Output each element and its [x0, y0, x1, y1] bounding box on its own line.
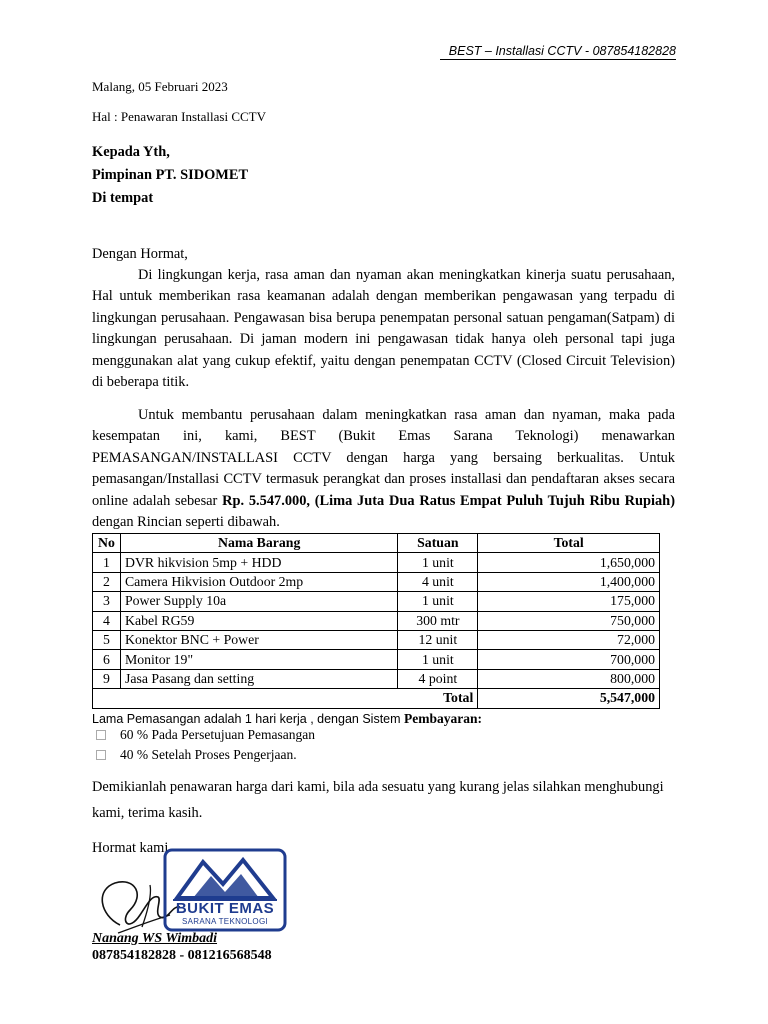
row-unit: 1 unit [398, 592, 478, 611]
row-total: 800,000 [478, 669, 660, 688]
col-total-header: Total [478, 534, 660, 553]
sign-off: Hormat kami [92, 840, 169, 856]
col-no-header: No [93, 534, 121, 553]
recipient-line-1: Kepada Yth, [92, 144, 170, 160]
table-total-row [93, 689, 660, 708]
row-no: 2 [93, 572, 121, 591]
col-item-header: Nama Barang [120, 534, 397, 553]
table-header-row [93, 534, 660, 553]
row-item: Monitor 19" [120, 650, 397, 669]
row-no: 4 [93, 611, 121, 630]
row-no: 3 [93, 592, 121, 611]
row-total: 175,000 [478, 592, 660, 611]
table-row [93, 650, 660, 669]
row-unit: 4 unit [398, 572, 478, 591]
table-row [93, 630, 660, 649]
row-item: Kabel RG59 [120, 611, 397, 630]
price-table [92, 533, 660, 709]
subject-line: Hal : Penawaran Installasi CCTV [92, 109, 267, 124]
bullet-box-icon [96, 730, 106, 740]
payment-terms-bold: Pembayaran: [404, 711, 483, 726]
total-label: Total [93, 689, 478, 708]
row-no: 1 [93, 553, 121, 572]
row-item: DVR hikvision 5mp + HDD [120, 553, 397, 572]
stamp-subtitle: SARANA TEKNOLOGI [181, 917, 268, 926]
row-unit: 300 mtr [398, 611, 478, 630]
signatory-phone: 087854182828 - 081216568548 [92, 948, 272, 963]
paragraph-intro [92, 265, 675, 393]
stamp-name: BUKIT EMAS [175, 900, 275, 917]
row-unit: 12 unit [398, 630, 478, 649]
row-item: Jasa Pasang dan setting [120, 669, 397, 688]
payment-term-1 [96, 727, 315, 743]
payment-term-2 [96, 747, 297, 763]
paragraph-intro-text: Di lingkungan kerja, rasa aman dan nyaman akan meningkatkan kinerja suatu perusahaan, Hal untuk memberikan rasa keamanan adalah dengan memberikan pengawasan yang terpadu di lingkungan perusahaan. Pengawasan bisa berupa penempatan personal satuan pengaman(Satpam) di lingkungan perusahaan. Di jaman modern ini pengawasan tidak hanya oleh personal tapi juga menggunakan alat yang cukup efektif, yaitu dengan penempatan CCTV (Closed Circuit Television) di beberapa titik. [92, 267, 675, 391]
table-row [93, 553, 660, 572]
row-unit: 4 point [398, 669, 478, 688]
table-row [93, 592, 660, 611]
closing-paragraph: Demikianlah penawaran harga dari kami, bila ada sesuatu yang kurang jelas silahkan menghubungi kami, terima kasih. [92, 779, 664, 821]
row-unit: 1 unit [398, 553, 478, 572]
paragraph-offer [92, 405, 675, 533]
payment-terms [92, 711, 482, 727]
signatory-name: Nanang WS Wimbadi [92, 931, 218, 946]
payment-term-2-text: 40 % Setelah Proses Pengerjaan. [120, 747, 297, 762]
table-row [93, 669, 660, 688]
row-total: 1,650,000 [478, 553, 660, 572]
row-no: 6 [93, 650, 121, 669]
row-no: 9 [93, 669, 121, 688]
payment-terms-text: Lama Pemasangan adalah 1 hari kerja , dengan Sistem [92, 712, 401, 726]
recipient-company: Pimpinan PT. SIDOMET [92, 167, 249, 183]
row-unit: 1 unit [398, 650, 478, 669]
col-unit-header: Satuan [398, 534, 478, 553]
letterhead-header: BEST – Installasi CCTV - 087854182828 [440, 44, 676, 60]
bullet-box-icon [96, 750, 106, 760]
row-item: Konektor BNC + Power [120, 630, 397, 649]
table-row [93, 572, 660, 591]
paragraph-offer-end: dengan Rincian seperti dibawah. [92, 514, 280, 531]
offer-price: Rp. 5.547.000, (Lima Juta Dua Ratus Empat Puluh Tujuh Ribu Rupiah) [222, 492, 675, 509]
row-total: 1,400,000 [478, 572, 660, 591]
place-date: Malang, 05 Februari 2023 [92, 79, 228, 94]
total-value: 5,547,000 [478, 689, 660, 708]
payment-term-1-text: 60 % Pada Persetujuan Pemasangan [120, 727, 315, 742]
company-stamp [163, 848, 287, 932]
row-item: Camera Hikvision Outdoor 2mp [120, 572, 397, 591]
row-total: 72,000 [478, 630, 660, 649]
row-total: 700,000 [478, 650, 660, 669]
recipient-location: Di tempat [92, 190, 154, 206]
row-total: 750,000 [478, 611, 660, 630]
row-item: Power Supply 10a [120, 592, 397, 611]
table-row [93, 611, 660, 630]
greeting: Dengan Hormat, [92, 246, 188, 262]
paragraph-offer-text: Untuk membantu perusahaan dalam meningkatkan rasa aman dan nyaman, maka pada kesempatan ini, kami, BEST (Bukit Emas Sarana Teknologi) menawarkan PEMASANGAN/INSTALLASI CCTV dengan harga yang bersaing berkualitas. Untuk pemasangan/Installasi CCTV termasuk perangkat dan proses installasi dan pendaftaran akses secara online adalah sebesar [92, 407, 675, 509]
row-no: 5 [93, 630, 121, 649]
